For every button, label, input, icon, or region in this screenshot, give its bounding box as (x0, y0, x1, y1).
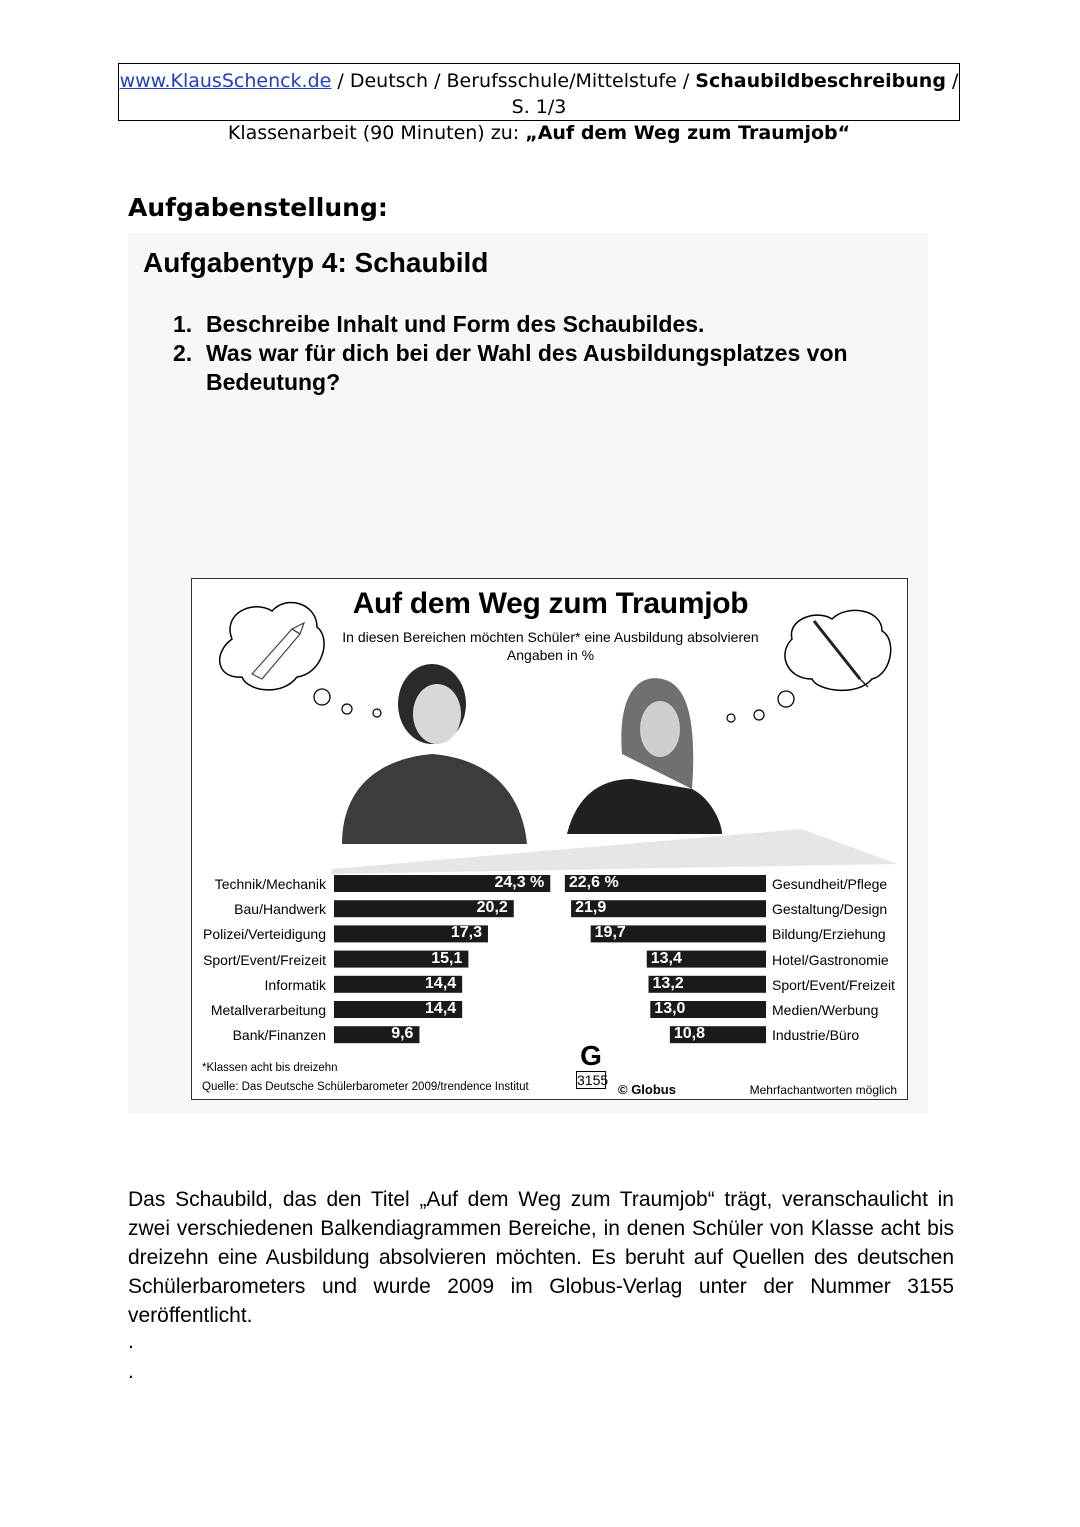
header-line-1 (119, 68, 959, 120)
chart-category-label: Industrie/Büro (772, 1027, 860, 1044)
document-header (118, 63, 960, 144)
task-item (173, 339, 913, 397)
chart-category-label: Sport/Event/Freizeit (772, 976, 895, 993)
chart-category-label: Hotel/Gastronomie (772, 951, 889, 968)
chart-category-label: Medien/Werbung (772, 1002, 879, 1018)
chart-category-label: Gesundheit/Pflege (772, 876, 888, 892)
chart-value-label: 10,8 (673, 1025, 706, 1043)
header-exam-title: „Auf dem Weg zum Traumjob“ (525, 122, 851, 144)
header-exam: Klassenarbeit (90 Minuten) zu: (227, 122, 526, 144)
multiple-answers-note: Mehrfachantworten möglich (749, 1083, 897, 1097)
header-section: Schaubildbeschreibung (695, 70, 946, 92)
description-paragraph: Das Schaubild, das den Titel „Auf dem Weg zum Traumjob“ trägt, veranschaulicht in zwei verschiedenen Balkendiagrammen Bereiche, in denen Schüler von Klasse acht bis dreizehn eine Ausbildung absolvieren möchten. Es beruht auf Quellen des deutschen Schülerbarometers und wurde 2009 im Globus-Verlag unter der Nummer 3155 veröffentlicht. (128, 1188, 954, 1327)
chart-category-label: Sport/Event/Freizeit (203, 951, 326, 968)
chart-category-label: Bank/Finanzen (232, 1027, 326, 1044)
thought-bubble-rocket-icon (220, 602, 381, 717)
trailing-dot: . (128, 1330, 134, 1353)
chart-value-label: 14,4 (425, 1000, 457, 1017)
student-boy-illustration (342, 664, 527, 844)
chart-category-label: Technik/Mechanik (214, 876, 326, 892)
brand-label: © Globus (618, 1082, 676, 1097)
globus-logo-letter: G (580, 1040, 602, 1071)
thought-bubble-syringe-icon (727, 610, 891, 722)
chart-title: Auf dem Weg zum Traumjob (352, 587, 749, 620)
header-line-2 (119, 120, 959, 146)
trailing-dot: . (128, 1360, 134, 1383)
task-number: 2. (173, 340, 193, 366)
chart-value-label: 13,2 (652, 974, 684, 992)
chart-category-label: Polizei/Verteidigung (203, 926, 326, 943)
chart-value-label: 13,0 (654, 1000, 686, 1017)
chart-category-label: Bau/Handwerk (234, 901, 326, 918)
graphic-number: 3155 (577, 1072, 609, 1088)
task-heading: Aufgabenstellung: (128, 193, 388, 222)
chart-subtitle-text: In diesen Bereichen möchten Schüler* eine Ausbildung absolvieren (342, 629, 759, 645)
task-list (173, 310, 913, 397)
chart-value-label: 24,3 % (494, 874, 545, 891)
chart-category-label: Metallverarbeitung (210, 1002, 326, 1018)
chart-value-label: 15,1 (431, 949, 463, 967)
chart-value-label: 21,9 (575, 899, 607, 917)
chart-unit-note: Angaben in % (506, 647, 595, 663)
task-text: Beschreibe Inhalt und Form des Schaubildes. (206, 311, 705, 337)
task-item (173, 310, 913, 339)
chart-value-label: 19,7 (594, 924, 626, 942)
chart-value-label: 20,2 (476, 899, 508, 917)
chart-category-label: Bildung/Erziehung (772, 926, 886, 943)
chart-footnote: *Klassen acht bis dreizehn (202, 1062, 338, 1074)
chart-source: Quelle: Das Deutsche Schülerbarometer 2009/trendence Institut (202, 1081, 529, 1093)
chart-value-label: 9,6 (391, 1025, 414, 1043)
header-path: / Deutsch / Berufsschule/Mittelstufe / (331, 70, 696, 92)
chart-graphics (192, 579, 909, 1101)
infographic (191, 578, 908, 1100)
chart-value-label: 17,3 (450, 924, 482, 942)
bars-layer (334, 875, 766, 1043)
chart-value-label: 14,4 (425, 974, 457, 992)
chart-value-label: 13,4 (650, 949, 682, 967)
task-type-heading: Aufgabentyp 4: Schaubild (143, 247, 489, 278)
task-text: Was war für dich bei der Wahl des Ausbildungsplatzes von Bedeutung? (206, 340, 848, 395)
chart-value-label: 22,6 % (568, 874, 619, 891)
header-page: / S. 1/3 (511, 70, 959, 118)
task-number: 1. (173, 311, 193, 337)
chart-category-label: Gestaltung/Design (772, 901, 888, 918)
chart-category-label: Informatik (264, 976, 326, 993)
site-link[interactable]: www.KlausSchenck.de (119, 70, 332, 92)
student-girl-illustration (567, 678, 722, 834)
globus-logo (576, 1040, 609, 1095)
